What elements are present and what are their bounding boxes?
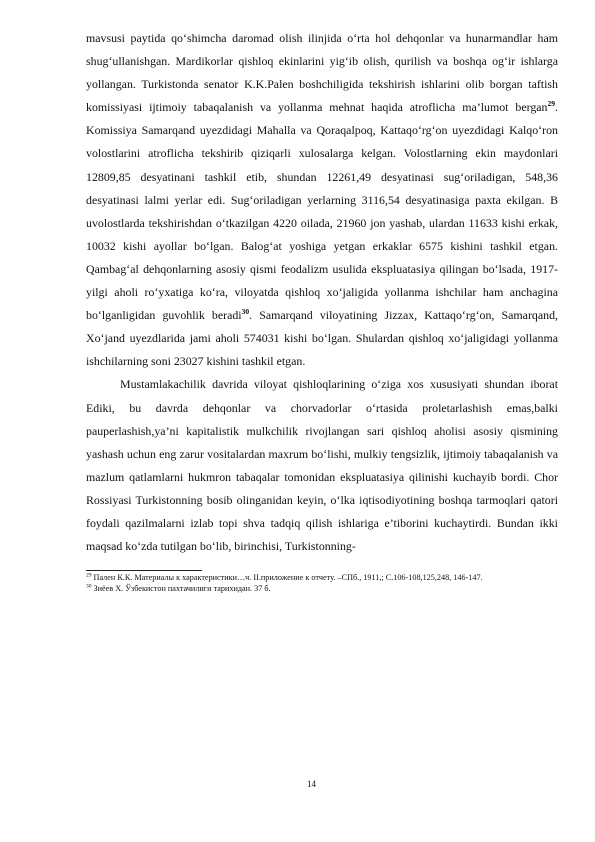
footnote-29 xyxy=(86,573,558,584)
footnote-ref-30[interactable]: 30 xyxy=(241,307,250,317)
paragraph-text: mavsusi paytida qo‘shimcha daromad olish ilinjida o‘rta hol dehqonlar va hunarmandlar ham shug‘ullanishgan. Mardikorlar qishloq ekinlarini yig‘ib olish, qurilish va boshqa og‘ir ishlarga yollangan. Turkistonda senator K.K.Palen boshchiligida tekshirish ishlarini olib borgan taftish komissiyasi ijtimoiy tabaqalanish va yollanma mehnat haqida atroflicha ma’lumot bergan xyxy=(86,31,558,115)
footnote-number: 30 xyxy=(86,583,92,590)
page-number: 14 xyxy=(307,779,316,789)
document-page xyxy=(86,27,558,594)
body-paragraph-1 xyxy=(86,27,558,373)
body-paragraph-2: Mustamlakachilik davrida viloyat qishloqlarining o‘ziga xos xususiyati shundan iborat Ediki, bu davrda dehqonlar va chorvadorlar o‘rtasida proletarlashish emas,balki pauperlashish,ya’ni kapitalistik mulkchilik rivojlangan sari qishloq aholisi asosiy qismining yashash uchun eng zarur vositalardan maxrum bo‘lishi, mulkiy tengsizlik, ijtimoiy tabaqalanish va mazlum qatlamlarni hukmron tabaqalar tomonidan ekspluatasiya qilinishi kuchayib bordi. Chor Rossiyasi Turkistonning bosib olinganidan keyin, o‘lka iqtisodiyotining boshqa tarmoqlari qatori foydali qazilmalarni izlab topi shva tadqiq qilish ishlariga e’tiborini kuchaytirdi. Bundan ikki maqsad ko‘zda tutilgan bo‘lib, birinchisi, Turkistonning- xyxy=(86,377,558,554)
footnote-ref-29[interactable]: 29 xyxy=(547,99,556,109)
footnote-30 xyxy=(86,584,558,595)
paragraph-text: . Samarqand viloyatining Jizzax, Kattaqo‘rg‘on, Samarqand, Xo‘jand uyezdlarida jami aholi 574031 kishi bo‘lgan. Shulardan qishloq xo‘jaligidagi yollanma ishchilarning soni 23027 kishini tashkil etgan. xyxy=(86,308,559,369)
paragraph-text: . Komissiya Samarqand uyezdidagi Mahalla va Qoraqalpoq, Kattaqo‘rg‘on uyezdidagi Kalqo‘ron volostlarini atroflicha tekshirib qiziqarli xulosalarga kelgan. Volostlarning ekin maydonlari 12809,85 desyatinani tashkil etib, shundan 12261,49 desyatinasi sug‘oriladigan, 548,36 desyatinasi lalmi yerlar edi. Sug‘oriladigan yerlarning 3116,54 desyatinasiga paxta ekilgan. B uvolostlarda tekshirishdan o‘tkazilgan 4220 oilada, 21960 jon yashab, ulardan 11633 kishi erkak, 10032 kishi ayollar bo‘lgan. Balog‘at yoshiga yetgan erkaklar 6575 kishini tashkil etgan. Qambag‘al dehqonlarning asosiy qismi feodalizm usulida ekspluatasiya qilingan bo‘lsada, 1917-yilgi aholi ro‘yxatiga ko‘ra, viloyatda qishloq xo‘jaligida yollanma ishchilar ham anchagina bo‘lganligidan guvohlik beradi xyxy=(86,100,558,323)
footnote-text: Зиёев Х. Ўзбекистон пахтачилиги тарихидан. 37 б. xyxy=(91,583,271,593)
footnote-text: Пален К.К. Материалы к характеристики…ч. II.приложение к отчету. –СПб., 1911,; С.106-108,125,248, 146-147. xyxy=(91,573,483,583)
footnote-number: 29 xyxy=(86,572,92,579)
footnote-divider xyxy=(86,570,202,571)
